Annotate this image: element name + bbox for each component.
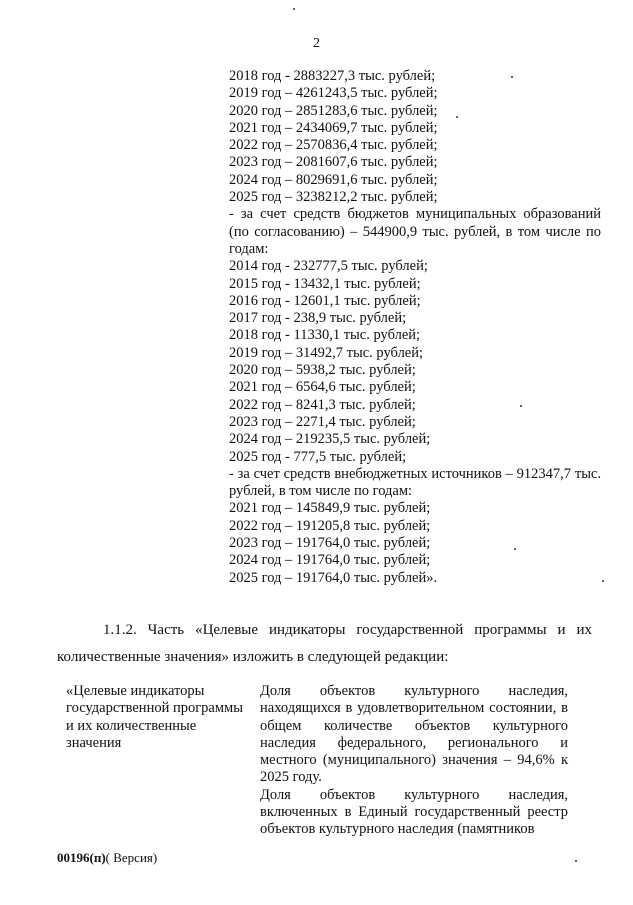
- extrabudget-year-line: 2022 год – 191205,8 тыс. рублей;: [229, 517, 431, 534]
- clause-heading-line-1: 1.1.2. Часть «Целевые индикаторы государственной программы и их: [103, 622, 592, 638]
- funding-breakdown: [229, 68, 601, 587]
- municipal-year-line: 2023 год – 2271,4 тыс. рублей;: [229, 413, 416, 430]
- scan-speck: [511, 76, 513, 78]
- scan-speck: [520, 405, 522, 407]
- funding-year-line: 2025 год – 3238212,2 тыс. рублей;: [229, 189, 438, 206]
- extrabudget-year-line: 2024 год – 191764,0 тыс. рублей;: [229, 552, 431, 569]
- footer-version: ( Версия): [105, 850, 158, 865]
- funding-year-line: 2019 год – 4261243,5 тыс. рублей;: [229, 85, 438, 102]
- extrabudget-year-line: 2025 год – 191764,0 тыс. рублей».: [229, 569, 438, 586]
- clause-heading-line-2: количественные значения» изложить в следующей редакции:: [57, 649, 449, 665]
- indicator-paragraph-2: Доля объектов культурного наследия, включенных в Единый государственный реестр объектов культурного наследия (памятников: [260, 786, 568, 838]
- municipal-year-line: 2018 год - 11330,1 тыс. рублей;: [229, 327, 421, 344]
- municipal-year-line: 2025 год - 777,5 тыс. рублей;: [229, 448, 407, 465]
- municipal-year-line: 2021 год – 6564,6 тыс. рублей;: [229, 379, 416, 396]
- funding-year-line: 2022 год – 2570836,4 тыс. рублей;: [229, 137, 438, 154]
- document-footer: [57, 850, 157, 866]
- scan-speck: [602, 580, 604, 582]
- footer-document-code: 00196(п): [57, 850, 106, 865]
- municipal-funding-heading: - за счет средств бюджетов муниципальных образований (по согласованию) – 544900,9 тыс. рублей, в том числе по годам:: [229, 206, 601, 257]
- indicators-table-label-cell: «Целевые индикаторы государственной программы и их количественные значения: [66, 683, 243, 751]
- funding-year-line: 2021 год – 2434069,7 тыс. рублей;: [229, 119, 438, 136]
- municipal-funding-lines: [229, 258, 601, 466]
- municipal-year-line: 2016 год - 12601,1 тыс. рублей;: [229, 292, 421, 309]
- scan-speck: [456, 116, 458, 118]
- municipal-year-line: 2019 год – 31492,7 тыс. рублей;: [229, 344, 424, 361]
- extrabudget-year-line: 2023 год – 191764,0 тыс. рублей;: [229, 535, 431, 552]
- scan-speck: [293, 8, 295, 10]
- indicator-paragraph-1: Доля объектов культурного наследия, находящихся в удовлетворительном состоянии, в общем количестве объектов культурного наследия федерального, регионального и местного (муниципального) значения – 94,6% к 2025 году.: [260, 683, 568, 786]
- extrabudget-funding-heading: - за счет средств внебюджетных источников – 912347,7 тыс. рублей, в том числе по годам:: [229, 465, 601, 500]
- regional-funding-lines: [229, 68, 601, 206]
- scan-speck: [514, 548, 516, 550]
- scan-speck: [575, 860, 577, 862]
- municipal-year-line: 2017 год - 238,9 тыс. рублей;: [229, 310, 407, 327]
- funding-year-line: 2018 год - 2883227,3 тыс. рублей;: [229, 68, 436, 84]
- funding-year-line: 2024 год – 8029691,6 тыс. рублей;: [229, 171, 438, 188]
- funding-year-line: 2020 год – 2851283,6 тыс. рублей;: [229, 102, 438, 119]
- municipal-year-line: 2020 год – 5938,2 тыс. рублей;: [229, 362, 416, 379]
- extrabudget-year-line: 2021 год – 145849,9 тыс. рублей;: [229, 500, 431, 517]
- municipal-year-line: 2022 год – 8241,3 тыс. рублей;: [229, 396, 416, 413]
- page-number: 2: [313, 36, 320, 51]
- municipal-year-line: 2024 год – 219235,5 тыс. рублей;: [229, 431, 431, 448]
- municipal-year-line: 2015 год - 13432,1 тыс. рублей;: [229, 275, 421, 292]
- extrabudget-funding-lines: [229, 500, 601, 586]
- municipal-year-line: 2014 год - 232777,5 тыс. рублей;: [229, 258, 428, 275]
- funding-year-line: 2023 год – 2081607,6 тыс. рублей;: [229, 154, 438, 171]
- indicators-table-value-cell: [260, 683, 568, 839]
